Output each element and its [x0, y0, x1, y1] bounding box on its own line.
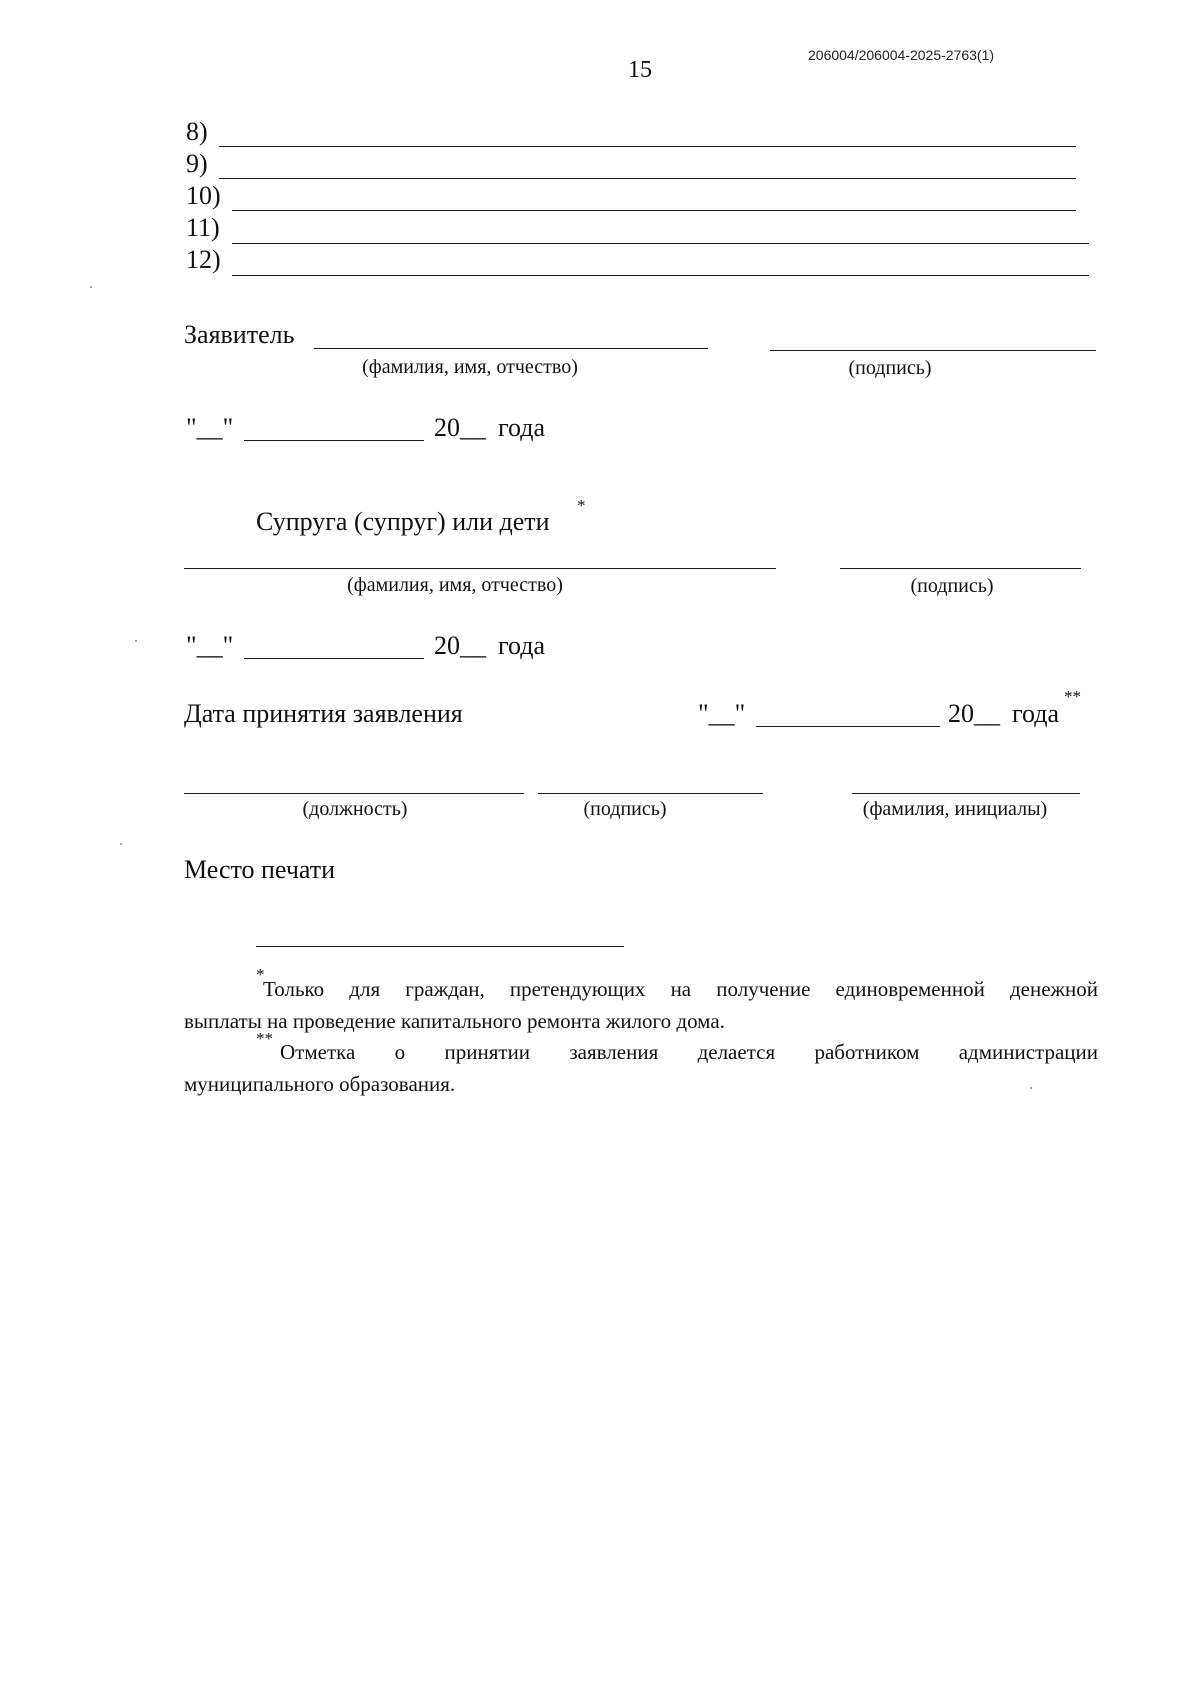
footnote-2-line-1: Отметка о принятии заявления делается работником администрации [280, 1040, 1098, 1064]
spouse-heading: Супруга (супруг) или дети [256, 507, 550, 536]
footnote-1-mark: * [256, 965, 265, 984]
scan-speck [1030, 1087, 1032, 1089]
applicant-signature-line [770, 350, 1096, 351]
spouse-heading-mark: * [577, 496, 586, 515]
official-surname-caption: (фамилия, инициалы) [862, 798, 1048, 820]
date-month-line [244, 440, 424, 441]
page-number: 15 [628, 57, 652, 83]
spouse-signature-caption: (подпись) [910, 575, 994, 597]
blank-line [219, 146, 1076, 147]
list-item-label: 8) [186, 117, 208, 146]
date-month-line [244, 658, 424, 659]
applicant-name-line [314, 348, 708, 349]
acceptance-quotes: "__" [698, 699, 746, 728]
list-item-label: 12) [186, 245, 221, 274]
date-year-prefix: 20__ [434, 413, 486, 442]
applicant-label: Заявитель [184, 320, 295, 349]
scan-speck [135, 640, 137, 642]
footnote-separator [256, 946, 624, 947]
date-quotes: "__" [186, 631, 234, 660]
stamp-label: Место печати [184, 855, 336, 884]
blank-line [232, 210, 1076, 211]
official-surname-line [852, 793, 1080, 794]
blank-line [219, 178, 1076, 179]
spouse-name-caption: (фамилия, имя, отчество) [347, 574, 563, 596]
position-caption: (должность) [302, 798, 408, 820]
footnote-1-line-1: Только для граждан, претендующих на получение единовременной денежной [263, 977, 1098, 1001]
applicant-signature-caption: (подпись) [848, 357, 932, 379]
acceptance-mark: ** [1064, 687, 1081, 706]
date-year-suffix: года [498, 631, 546, 660]
scan-speck [90, 286, 92, 288]
acceptance-month-line [756, 726, 940, 727]
date-quotes: "__" [186, 413, 234, 442]
blank-line [232, 243, 1089, 244]
date-year-suffix: года [498, 413, 546, 442]
spouse-signature-line [840, 568, 1081, 569]
list-item-label: 9) [186, 149, 208, 178]
position-line [184, 793, 524, 794]
list-item-label: 10) [186, 181, 221, 210]
scan-speck [120, 843, 122, 845]
footnote-2-mark: ** [256, 1029, 273, 1048]
footnote-1-line-2: выплаты на проведение капитального ремонта жилого дома. [184, 1009, 725, 1033]
blank-line [232, 275, 1089, 276]
date-year-prefix: 20__ [434, 631, 486, 660]
spouse-name-line [184, 568, 776, 569]
official-signature-caption: (подпись) [583, 798, 667, 820]
footnote-2-line-2: муниципального образования. [184, 1072, 456, 1096]
document-id: 206004/206004-2025-2763(1) [808, 47, 995, 63]
acceptance-year-suffix: года [1012, 699, 1060, 728]
official-signature-line [538, 793, 763, 794]
acceptance-label: Дата принятия заявления [184, 699, 463, 728]
list-item-label: 11) [186, 213, 220, 242]
acceptance-year-prefix: 20__ [948, 699, 1000, 728]
applicant-name-caption: (фамилия, имя, отчество) [362, 356, 578, 378]
